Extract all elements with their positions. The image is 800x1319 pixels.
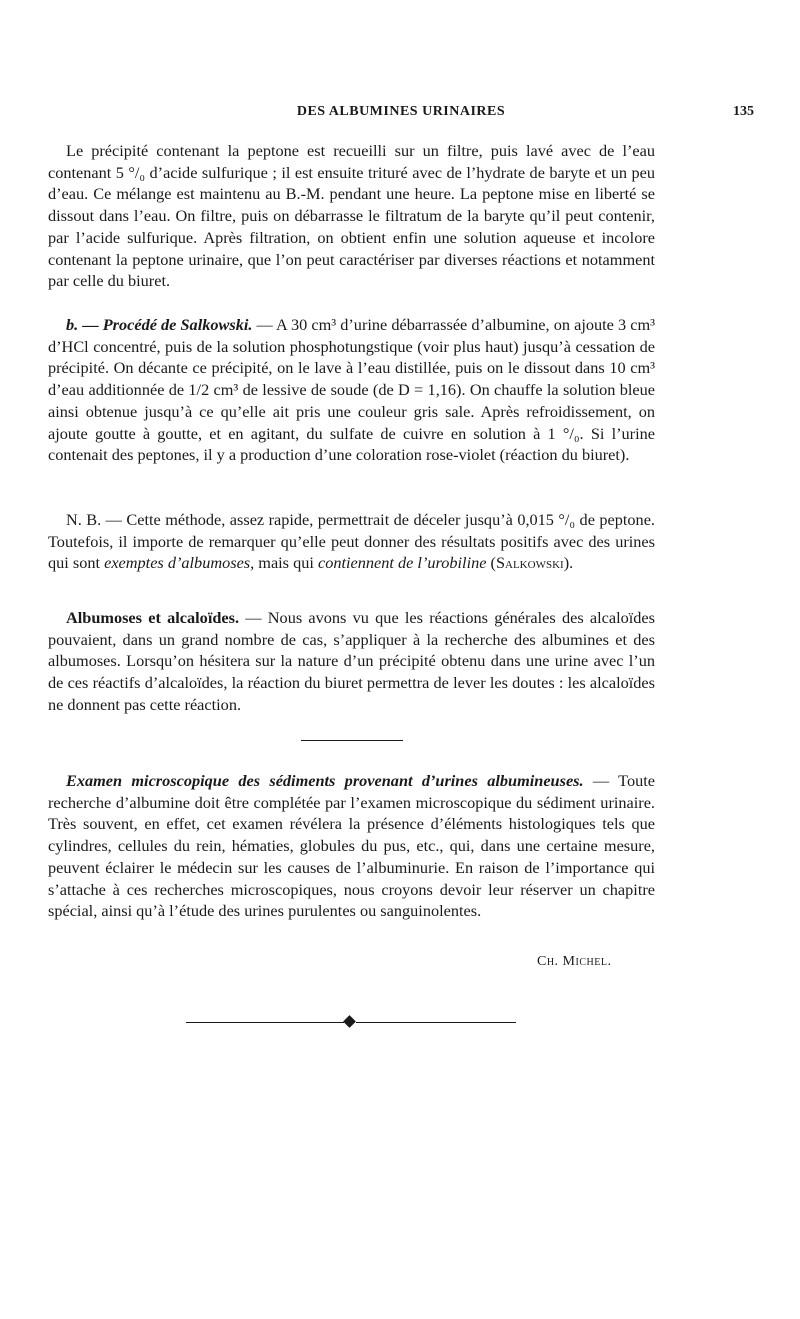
paragraph-body: mais qui <box>254 553 318 573</box>
author-name: Salkowski <box>495 553 564 573</box>
paragraph-body: ). <box>563 553 574 573</box>
section-divider <box>301 740 403 741</box>
paragraph-text <box>48 509 655 574</box>
paragraph-salkowski-procedure <box>48 314 655 466</box>
paragraph-text: Le précipité contenant la peptone est recueilli sur un filtre, puis lavé avec de l’eau contenant 5 °/₀ d’acide sulfurique ; il est ensuite trituré avec de l’hydrate de baryte et un peu d’eau. Ce mélange est maintenu au B.-M. pendant une heure. La peptone mise en liberté se dissout dans l’eau. On filtre, puis on débarrasse le filtratum de la baryte qu’il peut contenir, par l’acide sulfurique. Après filtration, on obtient enfin une solution aqueuse et incolore contenant la peptone urinaire, que l’on peut caractériser par diverses réactions et notamment par celle du biuret. <box>48 141 655 291</box>
paragraph-albumoses-alcaloides <box>48 607 655 716</box>
paragraph-microscopic-examination <box>48 770 655 922</box>
signature-text: Ch. Michel. <box>537 954 612 969</box>
diamond-ornament-icon <box>343 1015 356 1028</box>
running-title: DES ALBUMINES URINAIRES <box>296 104 506 119</box>
section-heading-albumoses: Albumoses et alcaloïdes. <box>66 608 240 627</box>
paragraph-body: N. B. — Cette méthode, assez rapide, permettrait de déceler jusqu’à 0,015 °/₀ de peptone. Toutefois, il importe de remarquer qu’elle peut donner des résultats positifs avec des urines qui sont <box>48 510 655 573</box>
page-header <box>48 104 754 124</box>
paragraph-body: ( <box>486 553 496 573</box>
ornament-line-left <box>186 1022 344 1023</box>
end-ornament <box>186 1015 516 1029</box>
paragraph-body: — Nous avons vu que les réactions générales des alcaloïdes pouvaient, dans un grand nombre de cas, s’appliquer à la recherche des albumines et des albumoses. Lorsqu’on hésitera sur la nature d’un précipité obtenu dans une urine avec l’un de ces réactifs d’alcaloïdes, la réaction du biuret permettra de lever les doutes : les alcaloïdes ne donnent pas cette réaction. <box>48 608 655 714</box>
paragraph-text <box>48 607 655 716</box>
paragraph-text <box>48 314 655 466</box>
author-signature <box>537 954 687 970</box>
italic-phrase: contiennent de l’urobiline <box>317 553 487 573</box>
paragraph-body: — Toute recherche d’albumine doit être complétée par l’examen microscopique du sédiment urinaire. Très souvent, en effet, cet examen révélera la présence d’éléments histologiques tels que cylindres, cellules du rein, hématies, globules du pus, etc., qui, dans une certaine mesure, peuvent éclairer le médecin sur les causes de l’albuminurie. En raison de l’importance qui s’attache à ces recherches microscopiques, nous croyons devoir leur réserver un chapitre spécial, ainsi qu’à l’étude des urines purulentes ou sanguinolentes. <box>48 771 655 921</box>
section-heading-microscopic: Examen microscopique des sédiments provenant d’urines albumineuses. <box>66 771 584 790</box>
paragraph-text <box>48 770 655 922</box>
paragraph-body: — A 30 cm³ d’urine débarrassée d’albumine, on ajoute 3 cm³ d’HCl concentré, puis de la solution phosphotungstique (voir plus haut) jusqu’à cessation de précipité. On décante ce précipité, on le lave à l’eau distillée, puis on le dissout dans 10 cm³ d’eau additionnée de 1/2 cm³ de lessive de soude (de D = 1,16). On chauffe la solution bleue ainsi obtenue jusqu’à ce qu’elle ait pris une couleur gris sale. Après refroidissement, on ajoute goutte à goutte, et en agitant, du sulfate de cuivre en solution à 1 °/₀. Si l’urine contenait des peptones, il y a production d’une coloration rose-violet (réaction du biuret). <box>48 315 655 465</box>
paragraph-peptone-isolation <box>48 140 655 292</box>
paragraph-nota-bene <box>48 509 655 574</box>
italic-phrase: exemptes d’albumoses, <box>104 553 255 573</box>
ornament-line-right <box>356 1022 516 1023</box>
page-number: 135 <box>733 104 754 119</box>
section-heading-salkowski: b. — Procédé de Salkowski. <box>66 315 253 334</box>
